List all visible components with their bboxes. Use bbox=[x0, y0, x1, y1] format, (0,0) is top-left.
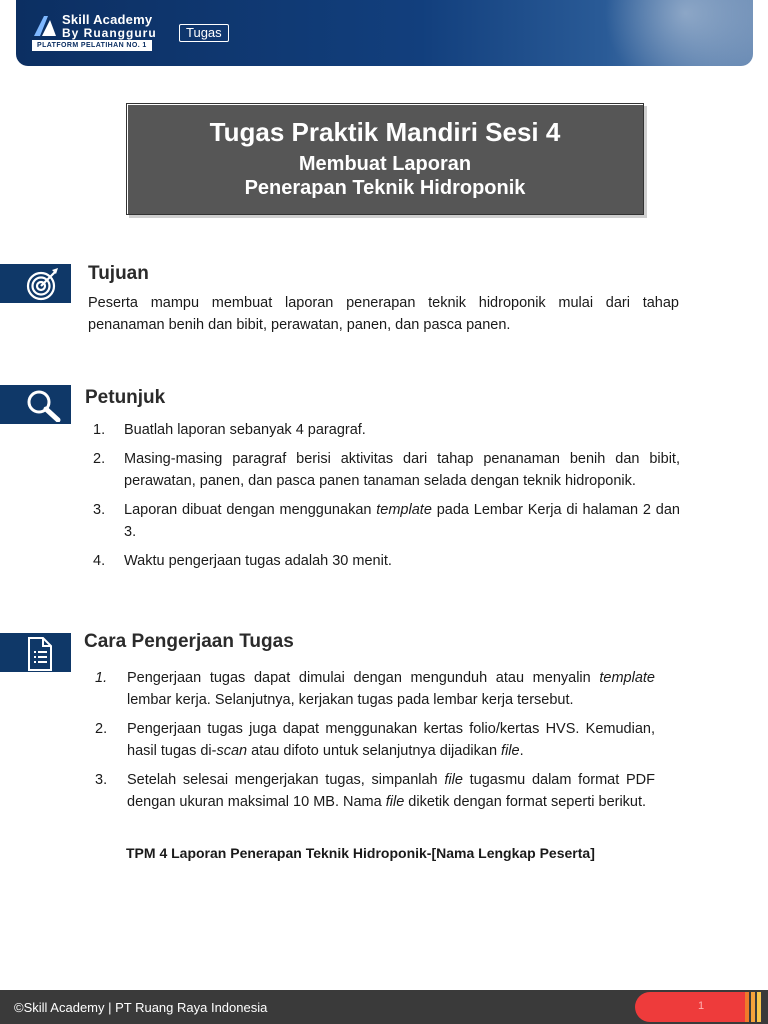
list-item bbox=[95, 718, 655, 762]
list-number: 2. bbox=[93, 451, 106, 467]
petunjuk-icon-tab bbox=[0, 385, 71, 424]
list-item-text: Masing-masing paragraf berisi aktivitas dari tahap penanaman benih dan bibit, perawatan, panen, dan pasca panen tanaman selada dengan teknik hidroponik. bbox=[124, 451, 680, 489]
list-item-text: Buatlah laporan sebanyak 4 paragraf. bbox=[124, 422, 366, 438]
list-item-text: Pengerjaan tugas juga dapat menggunakan kertas folio/kertas HVS. Kemudian, hasil tugas di- bbox=[127, 721, 655, 759]
list-number: 3. bbox=[93, 502, 106, 518]
list-item-text: diketik dengan format seperti berikut. bbox=[404, 794, 647, 810]
page-subtitle-line2: Penerapan Teknik Hidroponik bbox=[244, 177, 526, 199]
list-item-text: Pengerjaan tugas dapat dimulai dengan mengunduh atau menyalin bbox=[127, 670, 600, 686]
list-item bbox=[93, 550, 680, 572]
cara-heading: Cara Pengerjaan Tugas bbox=[84, 631, 294, 652]
list-item-emphasis: file bbox=[385, 794, 405, 810]
list-number: 2. bbox=[95, 721, 108, 737]
list-item-emphasis: file bbox=[501, 743, 520, 759]
footer-stripe-yellow bbox=[757, 992, 761, 1022]
skill-academy-logo-icon bbox=[32, 14, 58, 38]
list-number: 4. bbox=[93, 553, 106, 569]
footer-stripe-orange bbox=[745, 992, 749, 1022]
list-item bbox=[93, 499, 680, 543]
petunjuk-list bbox=[93, 419, 680, 579]
tujuan-heading: Tujuan bbox=[88, 263, 149, 284]
list-item bbox=[93, 448, 680, 492]
tujuan-icon-tab bbox=[0, 264, 71, 303]
cara-icon-tab bbox=[0, 633, 71, 672]
header-banner bbox=[16, 0, 753, 66]
brand-tagline: PLATFORM PELATIHAN NO. 1 bbox=[32, 40, 152, 51]
list-item-text: Setelah selesai mengerjakan tugas, simpanlah bbox=[127, 772, 445, 788]
list-item-text: tugasmu dalam format PDF dengan ukuran maksimal 10 MB. Nama bbox=[127, 772, 655, 810]
list-item-text: Laporan dibuat dengan menggunakan bbox=[124, 502, 377, 518]
list-item-text: atau difoto untuk selanjutnya dijadikan bbox=[247, 743, 502, 759]
page-subtitle-line1: Membuat Laporan bbox=[298, 153, 472, 175]
tujuan-text: Peserta mampu membuat laporan penerapan teknik hidroponik mulai dari tahap penanaman benih dan bibit, perawatan, panen, dan pasca panen. bbox=[88, 295, 679, 333]
petunjuk-heading: Petunjuk bbox=[85, 387, 166, 408]
page-number-pill bbox=[635, 992, 745, 1022]
footer-copyright: ©Skill Academy | PT Ruang Raya Indonesia bbox=[14, 1000, 268, 1015]
title-box bbox=[126, 103, 644, 215]
page-number: 1 bbox=[698, 1000, 705, 1012]
list-item bbox=[95, 667, 655, 711]
list-item-emphasis: scan bbox=[216, 743, 248, 759]
footer-stripe-amber bbox=[751, 992, 755, 1022]
list-item-text: . bbox=[519, 743, 524, 759]
list-number: 3. bbox=[95, 772, 108, 788]
brand-name: Skill Academy bbox=[62, 12, 153, 27]
list-item-text: lembar kerja. Selanjutnya, kerjakan tugas pada lembar kerja tersebut. bbox=[127, 692, 574, 708]
header-decoration bbox=[583, 0, 753, 66]
list-item bbox=[95, 769, 655, 813]
list-item-emphasis: file bbox=[444, 772, 463, 788]
magnifier-icon bbox=[25, 388, 65, 422]
document-type-tag: Tugas bbox=[179, 24, 229, 42]
cara-list bbox=[95, 667, 655, 820]
page-title: Tugas Praktik Mandiri Sesi 4 bbox=[209, 117, 561, 147]
footer-bar bbox=[0, 990, 768, 1024]
brand-byline: By Ruangguru bbox=[62, 26, 157, 40]
list-item-text: pada Lembar Kerja di halaman 2 dan 3. bbox=[124, 502, 680, 540]
list-number: 1. bbox=[95, 670, 108, 686]
list-item-emphasis: template bbox=[376, 502, 432, 518]
filename-format: TPM 4 Laporan Penerapan Teknik Hidroponik-[Nama Lengkap Peserta] bbox=[126, 845, 595, 861]
list-number: 1. bbox=[93, 422, 106, 438]
target-icon bbox=[25, 267, 61, 301]
list-item-emphasis: template bbox=[599, 670, 655, 686]
document-icon bbox=[25, 636, 55, 672]
list-item bbox=[93, 419, 680, 441]
list-item-text: Waktu pengerjaan tugas adalah 30 menit. bbox=[124, 553, 392, 569]
